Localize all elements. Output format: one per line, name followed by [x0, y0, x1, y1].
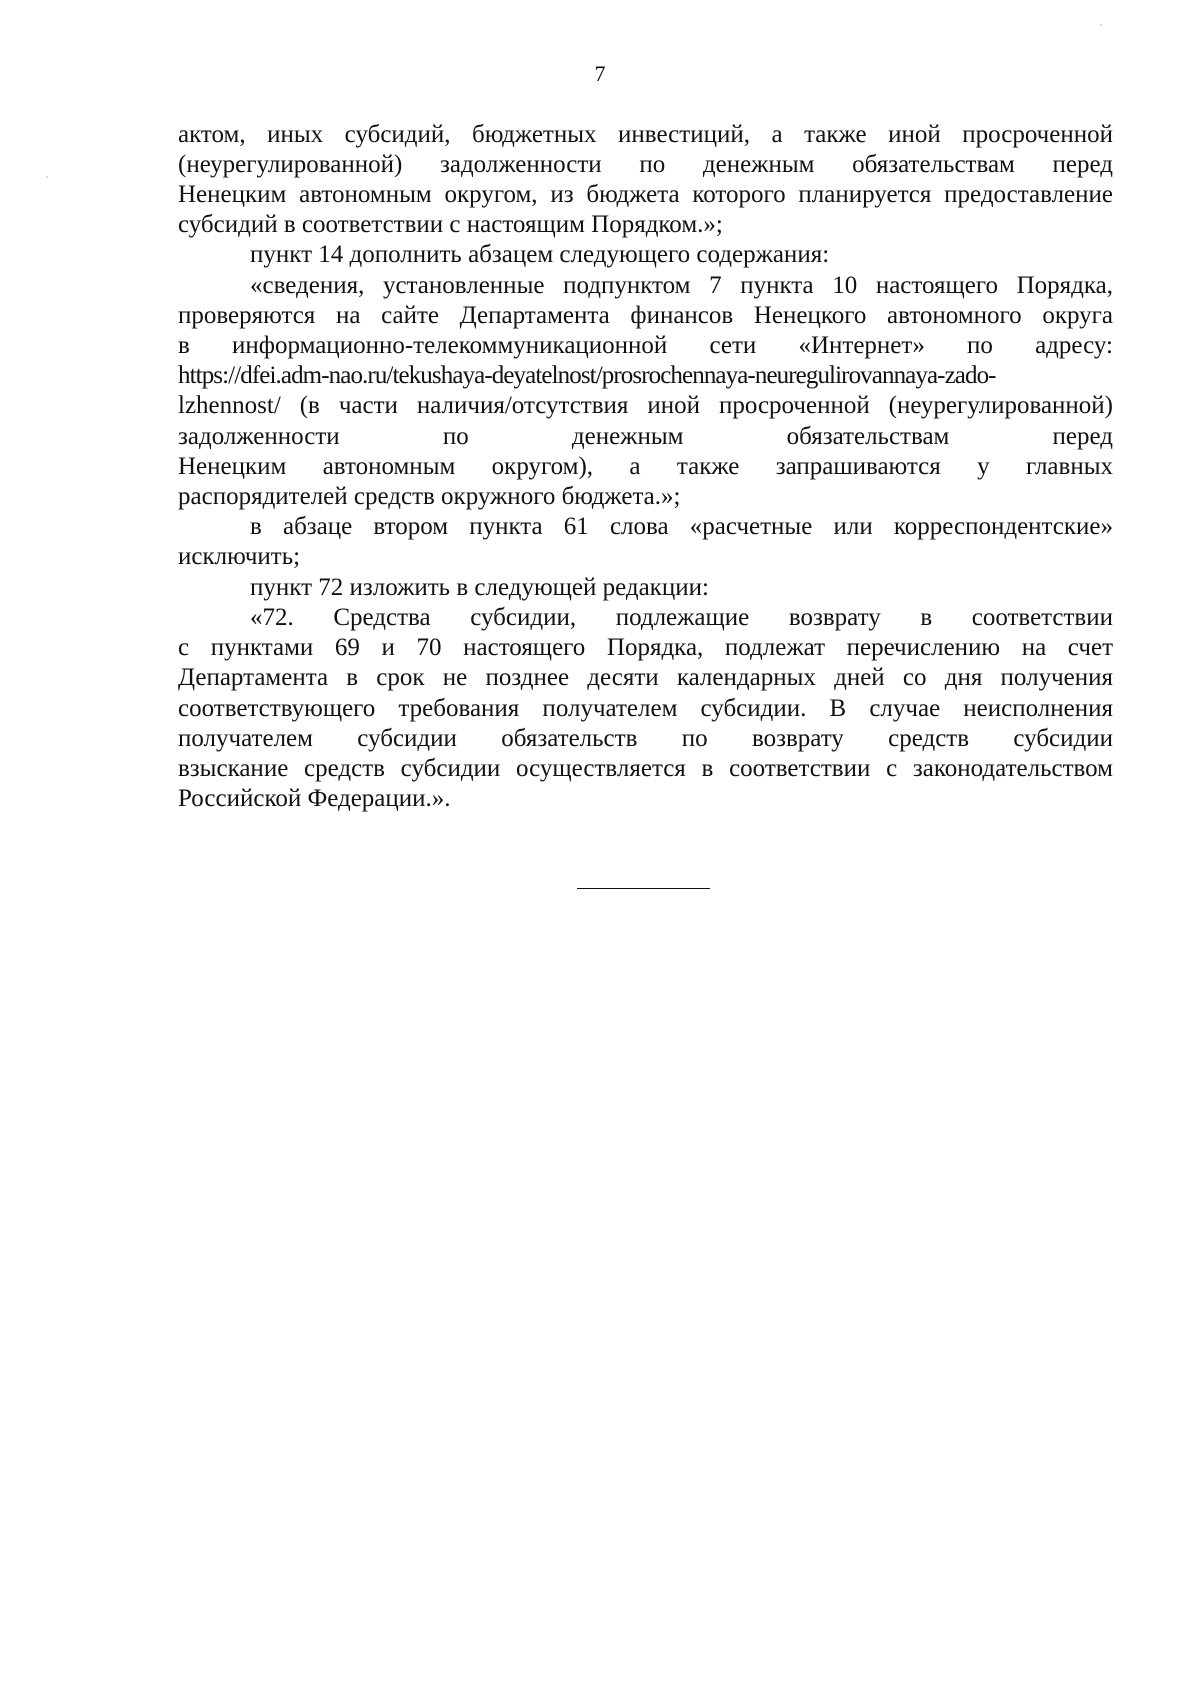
- url-line-1: https://dfei.adm-nao.ru/tekushaya-deyatelnost/prosrochennaya-neuregulirovannaya-zado-: [178, 362, 996, 389]
- text-line-11: задолженности по денежным обязательствам перед: [178, 423, 1113, 450]
- scan-speck: [46, 176, 48, 178]
- text-line-14: в абзаце втором пункта 61 слова «расчетные или корреспондентские»: [250, 513, 1113, 540]
- text-line-23: Российской Федерации.».: [178, 785, 451, 812]
- text-line-6: «сведения, установленные подпунктом 7 пункта 10 настоящего Порядка,: [250, 272, 1113, 299]
- text-line-7: проверяются на сайте Департамента финансов Ненецкого автономного округа: [178, 302, 1113, 329]
- text-line-5: пункт 14 дополнить абзацем следующего содержания:: [250, 241, 830, 268]
- text-line-1: актом, иных субсидий, бюджетных инвестиций, а также иной просроченной: [178, 121, 1113, 148]
- text-line-16: пункт 72 изложить в следующей редакции:: [250, 574, 709, 601]
- text-line-22: взыскание средств субсидии осуществляется в соответствии с законодательством: [178, 755, 1113, 782]
- text-line-12: Ненецким автономным округом), а также запрашиваются у главных: [178, 453, 1113, 480]
- text-line-8: в информационно-телекоммуникационной сети «Интернет» по адресу:: [178, 332, 1113, 359]
- end-separator-line: [577, 888, 710, 889]
- text-line-15: исключить;: [178, 543, 301, 570]
- url-line-2: lzhennost/ (в части наличия/отсутствия иной просроченной (неурегулированной): [178, 392, 1113, 419]
- text-line-18: с пунктами 69 и 70 настоящего Порядка, подлежат перечислению на счет: [178, 634, 1113, 661]
- scan-speck: [1100, 24, 1102, 26]
- text-line-19: Департамента в срок не позднее десяти календарных дней со дня получения: [178, 664, 1113, 691]
- text-line-3: Ненецким автономным округом, из бюджета которого планируется предоставление: [178, 181, 1113, 208]
- text-line-17: «72. Средства субсидии, подлежащие возврату в соответствии: [250, 604, 1113, 631]
- text-line-21: получателем субсидии обязательств по возврату средств субсидии: [178, 725, 1113, 752]
- text-line-2: (неурегулированной) задолженности по денежным обязательствам перед: [178, 151, 1113, 178]
- page-number: 7: [594, 61, 606, 86]
- text-line-4: субсидий в соответствии с настоящим Порядком.»;: [178, 211, 723, 238]
- text-line-20: соответствующего требования получателем субсидии. В случае неисполнения: [178, 695, 1113, 722]
- text-line-13: распорядителей средств окружного бюджета.»;: [178, 483, 681, 510]
